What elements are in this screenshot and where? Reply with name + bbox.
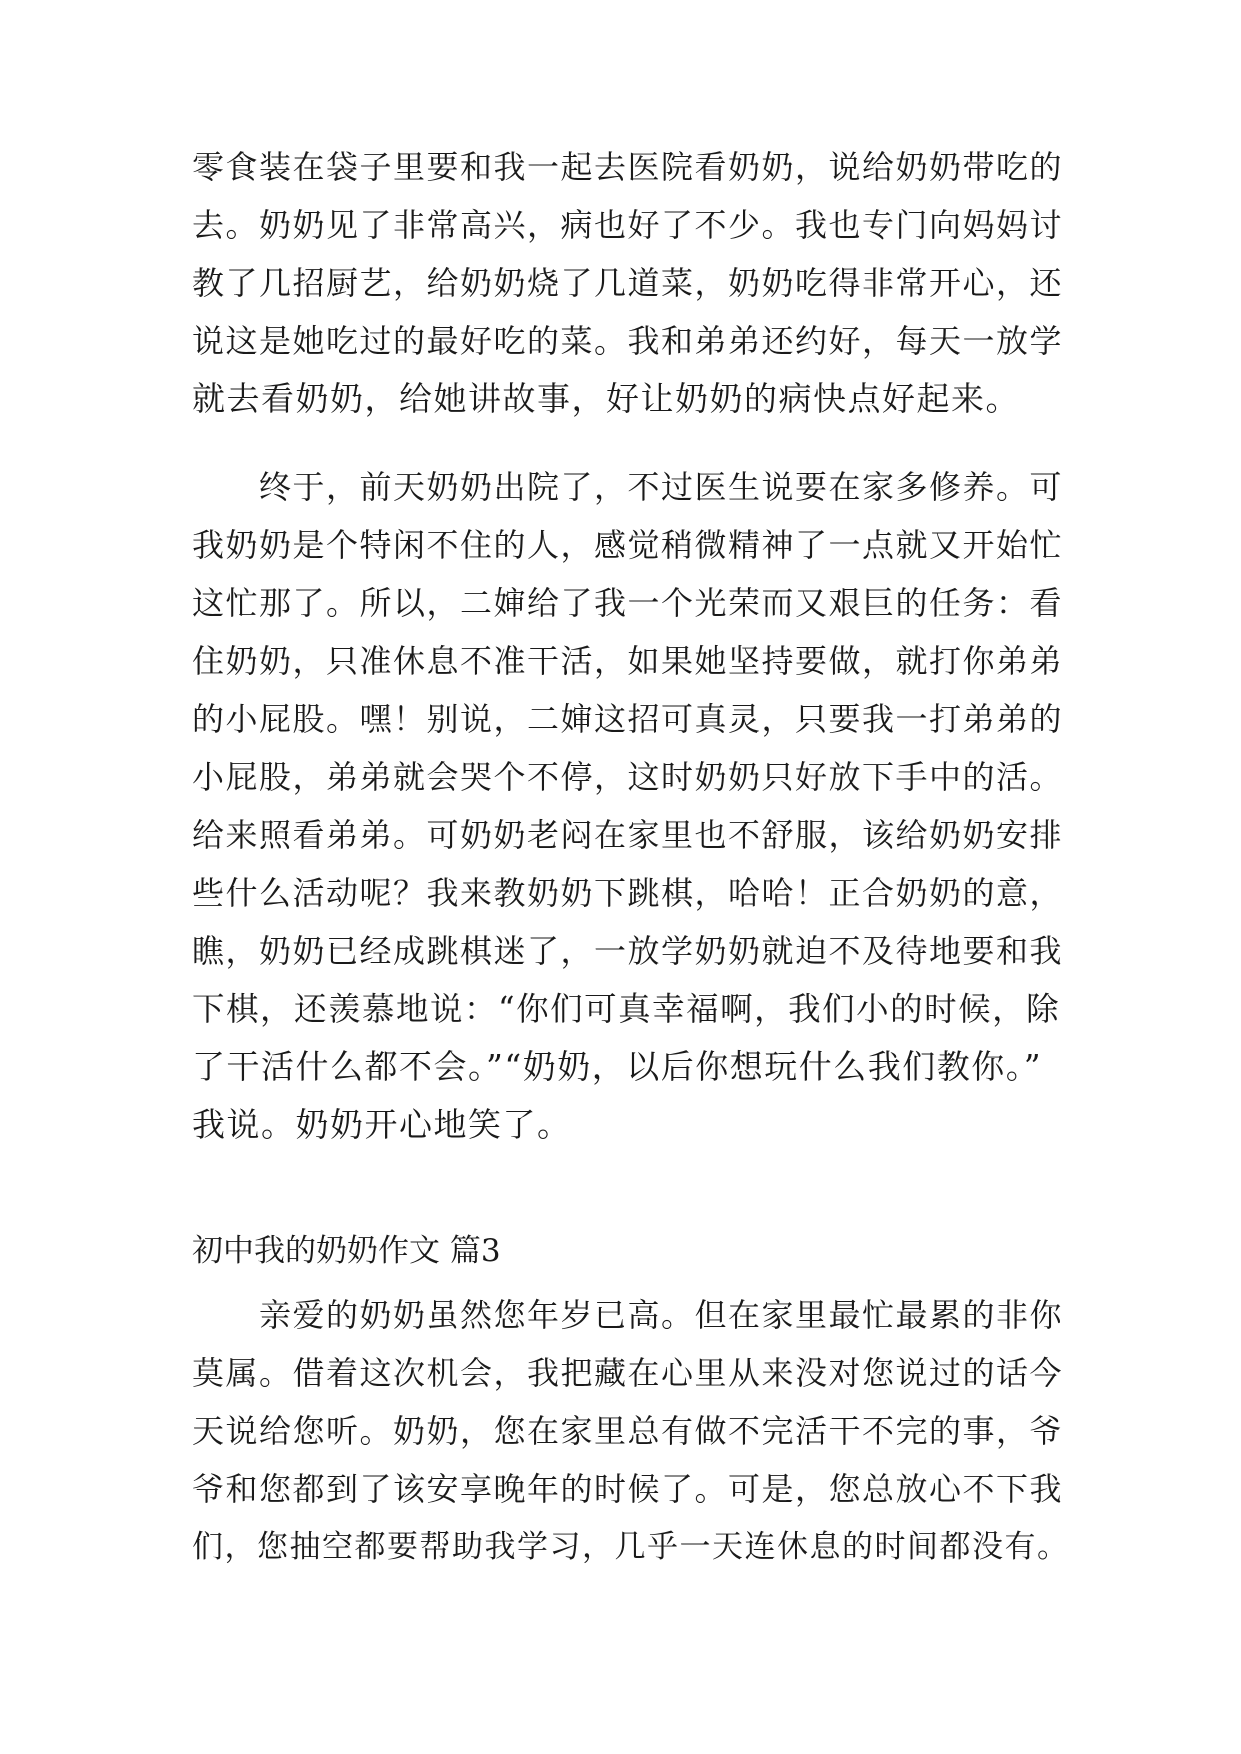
text-line: 小屁股，弟弟就会哭个不停，这时奶奶只好放下手中的活。 xyxy=(192,758,1064,796)
text-line: 教了几招厨艺，给奶奶烧了几道菜，奶奶吃得非常开心，还 xyxy=(192,264,1064,302)
text-line: 莫属。借着这次机会，我把藏在心里从来没对您说过的话今 xyxy=(192,1354,1064,1392)
text-line: 说这是她吃过的最好吃的菜。我和弟弟还约好，每天一放学 xyxy=(192,322,1064,360)
text-line: 些什么活动呢？我来教奶奶下跳棋，哈哈！正合奶奶的意， xyxy=(192,874,1064,912)
text-line: 我奶奶是个特闲不住的人，感觉稍微精神了一点就又开始忙 xyxy=(192,526,1064,564)
text-line: 的小屁股。嘿！别说，二婶这招可真灵，只要我一打弟弟的 xyxy=(192,700,1064,738)
text-line: 瞧，奶奶已经成跳棋迷了，一放学奶奶就迫不及待地要和我 xyxy=(192,932,1064,970)
text-line: 亲爱的奶奶虽然您年岁已高。但在家里最忙最累的非你 xyxy=(192,1296,1064,1334)
text-line: 下棋，还羡慕地说：“你们可真幸福啊，我们小的时候，除 xyxy=(192,990,1061,1028)
paragraph-continued xyxy=(192,138,1072,428)
text-line: 这忙那了。所以，二婶给了我一个光荣而又艰巨的任务：看 xyxy=(192,584,1064,622)
text-line: 终于，前天奶奶出院了，不过医生说要在家多修养。可 xyxy=(192,468,1064,506)
text-line: 就去看奶奶，给她讲故事，好让奶奶的病快点好起来。 xyxy=(192,379,1020,418)
section-heading: 初中我的奶奶作文 篇3 xyxy=(192,1233,501,1269)
text-line: 去。奶奶见了非常高兴，病也好了不少。我也专门向妈妈讨 xyxy=(192,206,1064,244)
paragraph-letter xyxy=(192,1286,1072,1576)
text-line: 零食装在袋子里要和我一起去医院看奶奶，说给奶奶带吃的 xyxy=(192,148,1064,186)
text-line: 给来照看弟弟。可奶奶老闷在家里也不舒服，该给奶奶安排 xyxy=(192,816,1064,854)
text-line: 住奶奶，只准休息不准干活，如果她坚持要做，就打你弟弟 xyxy=(192,642,1064,680)
text-line: 了干活什么都不会。”“奶奶，以后你想玩什么我们教你。” xyxy=(192,1047,1043,1086)
text-line: 我说。奶奶开心地笑了。 xyxy=(192,1105,572,1144)
paragraph-discharge xyxy=(192,458,1072,1154)
text-line: 们，您抽空都要帮助我学习，几乎一天连休息的时间都没有。 xyxy=(192,1529,1070,1565)
text-line: 爷和您都到了该安享晚年的时候了。可是，您总放心不下我 xyxy=(192,1470,1064,1508)
text-line: 天说给您听。奶奶，您在家里总有做不完活干不完的事，爷 xyxy=(192,1412,1064,1450)
